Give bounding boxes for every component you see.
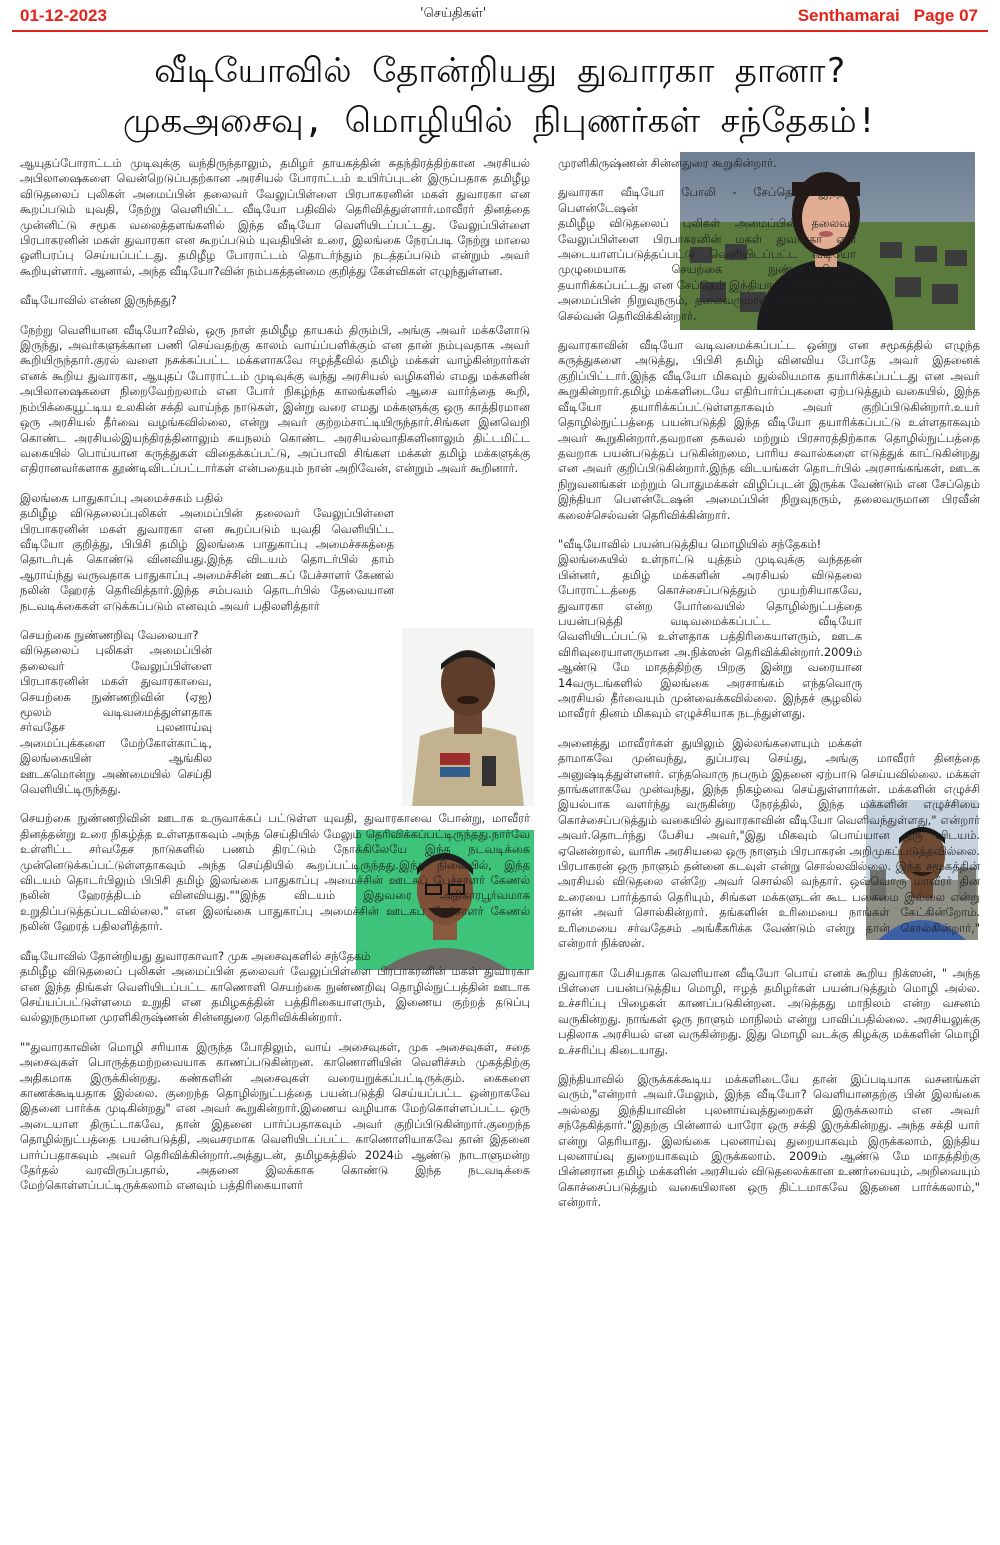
article-paragraph: இந்தியாவில் இருக்கக்கூடிய மக்களிடையே தான் இப்படியாக வசனங்கள் வரும்,"என்றார் அவர்.மேலும், இந்த வீடியோ? வெளியானதற்கு பின் இலங்கை அல்லது இந்தியாவின் புலனாய்வுத்துறைகள் இருக்கலாம் என அவர் சந்தேகித்தார்."இதற்கு பின்னால் யாரோ ஒரு சக்தி இருக்கின்றது. அந்த சக்தி யார் என்று தெரியாது. இலங்கை புலனாய்வு துறையாகவும் இருக்கலாம், இந்திய புலனாய்வு துறையாகவும் இருக்கலாம். 2009ம் ஆண்டு மே மாதத்திற்கு பின்னரான தமிழ் மக்களின் அரசியல் விடுதலைக்கான உணர்வையும், அறிவையும் கொச்சைப்படுத்தும் வகையிலான ஒரு திட்டமாகவே இதனை பார்க்கலாம்," என்றார். [558, 1071, 980, 1210]
subheading: செயற்கை நுண்ணறிவு வேலையா? [20, 627, 199, 642]
masthead [784, 6, 978, 26]
photo-spacer [212, 628, 394, 774]
issue-date: 01-12-2023 [20, 6, 107, 25]
article-paragraph: வீடியோவில் என்ன இருந்தது? [20, 293, 177, 308]
article-paragraph: செயற்கை நுண்ணறிவின் ஊடாக உருவாக்கப் பட்டுள்ள யுவதி, துவாரகாவை போன்று, மாவீரர் தினத்தன்று உரை நிகழ்த்த உள்ளதாகவும் அந்த செய்தியில் மேலும் தெரிவிக்கப்பட்டிருந்தது.நார்வே உள்ளிட்ட சர்வதேச நாடுகளில் பணம் திரட்டும் நோக்கிலேயே இந்த நடவடிக்கை முன்னெடுக்கப்பட்டுள்ளதாகவும் அந்த செய்தியில் கூறப்பட்டிருந்தது.இந்த நிலையில், இந்த விடயம் தொடர்பிலும் பிபிசி தமிழ் இலங்கை பாதுகாப்பு அமைச்சின் ஊடகப் பேச்சாளர் கேணல் நலின் ஹேரத்திடம் வினவியது.""இந்த விடயம் இதுவரை அதிகாரபூர்வமாக உறுதிப்படுத்தப்படவில்லை." என இலங்கை பாதுகாப்பு அமைச்சின் ஊடகப் பேச்சாளர் கேணல் நலின் ஹேரத் பதிலளித்தார். [20, 811, 530, 934]
headline-line-1: வீடியோவில் தோன்றியது துவாரகா தானா? [154, 51, 846, 91]
article-paragraph: இலங்கையில் உள்நாட்டு யுத்தம் முடிவுக்கு வந்ததன் பின்னர், தமிழ் மக்களின் அரசியல் விடுதலை போராட்டத்தை கொச்சைப்படுத்தும் முயற்சியாகவே, துவாரகா என்ற போர்வையில் தொழில்நுட்பத்தை பயன்படுத்தி வடிவமைக்கப்பட்ட வீடியோ வெளியிடப்பட்டு உள்ளதாக பத்திரிகையாளரும், ஊடக விரிவுரையாளருமான அ.நிக்ஸன் தெரிவிக்கின்றார்.2009ம் ஆண்டு மே மாதத்திற்கு பிறகு இன்று வரையான 14வருடங்களில் இலங்கை அரசாங்கம் எந்தவொரு அரசியல் தீர்வையும் முன்வைக்கவில்லை. இந்தச் சூழலில் மாவீரர் தினம் மிகவும் எழுச்சியாக நடந்துள்ளது. [558, 552, 862, 721]
article-paragraph: தமிழீழ விடுதலைப் புலிகள் அமைப்பின் தலைவர் வேலுப்பிள்ளை பிரபாகரனின் மகள் துவாரகா என அடையாளப்படுத்தப்பட்டு வெளியிடப்பட்ட வீடியோ முழுமையாக செயற்கை நுண்ணறிவினால் தயாரிக்கப்பட்டது என சேப்தெம் இந்தியா பௌன்டேஷன் அமைப்பின் நிறுவுநரும், தலைவருமான பிரவீன் கலைச் செல்வன் தெரிவிக்கின்றார். [558, 216, 856, 323]
article-paragraph: துவாரகாவின் வீடியோ வடிவமைக்கப்பட்ட ஒன்று என சமூகத்தில் எழுந்த கருத்துகளை அடுத்து, பிபிசி தமிழ் வினவிய போதே அவர் இதனைக் குறிப்பிட்டார்.இந்த வீடியோ மிகவும் துல்லியமாக தயாரிக்கப்பட்டது என அவர் கூறுகின்றார்.தமிழ் மக்களிடையே எதிர்பார்ப்புகளை ஏற்படுத்தும் வகையில், இந்த வீடியோ தயாரிக்கப்பட்டுள்ளதாகவும் அவர் குறிப்பிடுகின்றார்.உயர் தொழில்நுட்பத்தை பயன்படுத்தி இந்த வீடியோ தயாரிக்கப்பட்டு உள்ளதாகவும் அவர் கூறுகின்றார்.தவறான தகவல் மற்றும் பிரசாரத்திற்காக தொழில்நுட்பத்தை தவறாக பயன்படுத்தப் படுகின்றமை, பாரிய சவால்களை எடுத்துக் காட்டுகின்றது என அவர் குறிப்பிடுகின்றார்.இந்த விடயங்கள் தொடர்பில் அரசாங்கங்கள், ஊடக நிறுவனங்கள் மற்றும் பொதுமக்கள் விழிப்புடன் இருக்க வேண்டும் என சேப்தெம் இந்தியா பௌன்டேஷன் அமைப்பின் நிறுவுநரும், தலைவருமான பிரவீன் கலைச்செல்வன் தெரிவிக்கின்றார். [558, 338, 980, 522]
headline [20, 46, 980, 146]
photo-spacer [862, 592, 980, 742]
article-paragraph: விடுதலைப் புலிகள் அமைப்பின் தலைவர் வேலுப்பிள்ளை பிரபாகரனின் மகள் துவாரகாவை, செயற்கை நுண்ணறிவின் (ஏஐ) மூலம் வடிவமைத்துள்ளதாக சர்வதேச புலனாய்வு அமைப்புக்களை மேற்கோள்காட்டி, இலங்கையின் ஆங்கில ஊடகமொன்று அண்மையில் செய்தி வெளியிட்டிருந்தது. [20, 643, 212, 797]
subheading: "வீடியோவில் பயன்படுத்திய மொழியில் சந்தேகம்! [558, 536, 822, 551]
page-number: Page 07 [913, 6, 978, 25]
photo-spacer [856, 156, 980, 332]
article-paragraph: ஆயுதப்போராட்டம் முடிவுக்கு வந்திருந்தாலும், தமிழர் தாயகத்தின் சுதந்திரத்திற்கான அரசியல் அபிலாஷைகளை வென்றெடுப்பதற்கான அரசியல் போராட்டம் உயிர்ப்புடன் இருப்பதாக தமிழீழ விடுதலைப் புலிகள் அமைப்பின் தலைவர் வேலுப்பிள்ளை பிரபாகரனின் மகள் துவாரகா என கூறப்படும் யுவதி, நேற்று வெளியிட்ட வீடியோ பதிவில் தெரிவித்துள்ளார்.மாவீரர் தினத்தை முன்னிட்டு சமூக வலைத்தளங்களில் இந்த வீடியோ வெளியிடப்பட்டது. வேலுப்பிள்ளை பிரபாகரனின் மகள் துவாரகா என கூறப்படும் யுவதியின் உரை, இலங்கை நேரப்படி நேற்று மாலை ஒளிபரப்பு செய்யப்பட்டது. தமிழீழ போராட்டம் தொடர்ந்தும் நடத்தப்படும் என்றும் அவர் கூறியுள்ளார். ஆனால், அந்த வீடியோ?வின் நம்பகத்தன்மை குறித்து கேள்விகள் எழுந்துள்ளன. [20, 156, 530, 278]
subheading: துவாரகா வீடியோ போலி - சேப்தெம் இந்திய பௌன்டேஷன் [558, 185, 856, 215]
article-paragraph: துவாரகா பேசியதாக வெளியான வீடியோ பொய் எனக் கூறிய நிக்ஸன், " அந்த பிள்ளை பயன்படுத்திய மொழி, ஈழத் தமிழர்கள் பயன்படுத்தும் மொழி அல்ல. உச்சரிப்பு பிழைகள் காணப்படுகின்றன. அடுத்தது மாநிலம் என்ற வசனம் வருகின்றது. நாங்கள் ஒரு நாளும் மாநிலம் என்று பாவிப்பதில்லை. அரசியலுக்கு பதிலாக அரசியல் என வருகின்றது. இது மொழி வடக்கு கிழக்கு மக்களின் மொழி உச்சரிப்பு கிடையாது. [558, 965, 980, 1057]
article-paragraph: தமிழீழ விடுதலைப்புலிகள் அமைப்பின் தலைவர் வேலுப்பிள்ளை பிரபாகரனின் மகள் துவாரகா என கூறப்படும் யுவதி வெளியிட்ட வீடியோ குறித்து, பிபிசி தமிழ் இலங்கை பாதுகாப்பு அமைச்சகத்தை தொடர்புக் கொண்டு வினவியது.இந்த விடயம் தொடர்பில் தாம் ஆராய்ந்து வருவதாக பாதுகாப்பு அமைச்சின் ஊடகப் பேச்சாளர் கேணல் நலின் ஹேரத் தெரிவித்தார்.இந்த சம்பவம் தொடர்பில் தேவையான நடவடிக்கைகள் எடுக்கப்படும் எனவும் அவர் பதிலளித்தார் [20, 506, 394, 613]
left-column [20, 156, 530, 1208]
subheading: இலங்கை பாதுகாப்பு அமைச்சகம் பதில் [20, 490, 223, 505]
article-paragraph: ""துவாரகாவின் மொழி சரியாக இருந்த போதிலும், வாய் அசைவுகள், முக அசைவுகள், சதை அசைவுகள் பொருத்தமற்றவையாக காணப்படுகின்றன. காணொளியின் வெளிச்சம் முகத்திற்கு அதிகமாக இருக்கின்றது. கண்களின் அசைவுகள் வரையறுக்கப்பட்டிருக்கும். கைகளை காணக்கூடியதாக இல்லை. குறைந்த தொழில்நுட்பத்தை பயன்படுத்தி செய்யப்பட்ட ஒன்றாகவே இதனை பார்க்க முடிகின்றது" என அவர் கூறுகின்றார்.இணைய வழியாக மேற்கொள்ளப்பட்ட ஒரு அடையாள திருட்டாகவே, தான் இதனை பார்ப்பதாகவும் அவர் குறிப்பிடுகின்றார்.குறைந்த தொழில்நுட்பத்தை பயன்படுத்தி, அவசரமாக வெளியிடப்பட்ட காணொளியாகவே தான் இதனை பார்ப்பதாகவும் அவர் தெரிவிக்கின்றார்.அத்துடன், தமிழகத்தில் 2024ம் ஆண்டு நாடாளுமன்ற தேர்தல் வரவிருப்பதால், அதனை இலக்காக கொண்டு இந்த நடவடிக்கை மேற்கொள்ளப்பட்டிருக்கலாம் எனவும் பத்திரிகையாளர் [20, 1039, 530, 1193]
section-name: 'செய்திகள்' [420, 6, 487, 21]
subheading: வீடியோவில் தோன்றியது துவாரகாவா? முக அசைவுகளில் சந்தேகம் [20, 948, 371, 963]
article-paragraph: முரளிகிருஷ்ணன் சின்னதுரை கூறுகின்றார். [558, 156, 777, 170]
article-paragraph: அனைத்து மாவீரர்கள் துயிலும் இல்லங்களையும் மக்கள் தாமாகவே முன்வந்து, துப்பரவு செய்து, அங்கு மாவீரர் தினத்தை அனுஷ்டித்துள்ளனர். எந்தவொரு நபரும் இதனை ஏற்பாடு செய்யவில்லை. மக்கள் தாங்களாகவே முன்வந்து, இந்த நிகழ்வை செய்துள்ளார்கள். மக்களின் எழுச்சி இயல்பாக வளர்ந்து வருகின்ற நேரத்தில், இந்த மக்களின் எழுச்சியை கொச்சைப்படுத்தும் வகையில் துவாரகாவின் வீடியோ வெளிவந்துள்ளது," என்றார் அவர்.தொடர்ந்து பேசிய அவர்,"இது மிகவும் பொய்யான ஒரு விடயம். ஏனென்றால், வாரிசு அரசியலை ஒரு நாளும் பிரபாகரன் அறிமுகப்படுத்தவில்லை. பிரபாகரன் ஒரு நாளும் தன்னை கடவுள் என்று சொல்லவில்லை. இந்த சமூகத்தின் அரசியல் விடுதலை என்றே அவர் சொல்லி வந்தார். ஒவ்வொரு மாவீரர் தின உரையை பார்த்தால் தெரியும், சிங்கள மக்களுடன் கூட பகைமை இல்லை என்று தான் அவர் சொல்கின்றார். தங்களின் உரிமையை நாங்கள் கேட்கின்றோம். உரிமையை சர்வதேசம் அங்கீகரிக்க வேண்டும் என்று தான் சொல்கின்றார்," என்றார் நிக்ஸன். [558, 735, 980, 951]
brand-name: Senthamarai [797, 6, 900, 25]
header-rule [12, 30, 988, 32]
headline-line-2: முகஅசைவு, மொழியில் நிபுணர்கள் சந்தேகம்! [122, 101, 878, 141]
article-paragraph: நேற்று வெளியான வீடியோ?வில், ஒரு நாள் தமிழீழ தாயகம் திரும்பி, அங்கு அவர் மக்களோடு இருந்து, அவர்களுக்கான பணி செய்வதற்கு காலம் வாய்ப்பளிக்கும் என தான் நம்புவதாக அவர் கூறியிருந்தார்.குரல் வளை நசுக்கப்பட்ட மக்களாகவே ஈழத்தீவில் தமிழ் மக்கள் வாழ்கின்றார்கள் எனக் கூறிய துவாரகா, ஆயுதப் போராட்டம் முடிவுக்கு வந்து அரசியல் வழிகளில் எமது மக்களின் அபிலாஷைகளை நிறைவேற்றலாம் என போர் நிகழ்ந்த காலங்களில் ஆசை வார்த்தை கூறி, நம்பிக்கையூட்டிய உலகின் சக்தி வாய்ந்த நாடுகள், இன்று வரை எமது மக்களுக்கு ஒரு காத்திரமான ஒரு அரசியல் தீர்வை வழங்கவில்லை, என்று அவர் குற்றம்சாட்டியிருந்தார்.சிங்கள இனவெறி கொண்ட அரசியல்இயந்திரத்தினாலும் சுயநலம் கொண்ட அரசியல்வாதிகளினாலும் திட்டமிட்ட வகையில் பொய்யான கருத்துகள் விதைக்கப்பட்டு, அப்பாவி சிங்கள மக்கள் தமிழ் மக்களுக்கு எதிரானவர்களாக தூண்டிவிடப்பட்டார்கள் என்பதையும் நான் அறிவேன், என்றும் அவர் கூறினார். [20, 322, 530, 476]
photo-spacer [394, 493, 530, 677]
right-column [558, 156, 980, 1225]
article-paragraph: தமிழீழ விடுதலைப் புலிகள் அமைப்பின் தலைவர் வேலுப்பிள்ளை பிரபாகரனின் மகள் துவாரகா என இந்த திங்கள் வெளியிடப்பட்ட காணொளி செயற்கை நுண்ணறிவு தொழில்நுட்பத்தின் ஊடாக செய்யப்பட்டுள்ளமை உறுதி என தமிழகத்தின் பத்திரிகையாளரும், இணைய குற்றத் தடுப்பு வல்லுநருமான முரளிகிருஷ்ணன் சின்னதுரை தெரிவிக்கின்றார். [20, 964, 530, 1025]
